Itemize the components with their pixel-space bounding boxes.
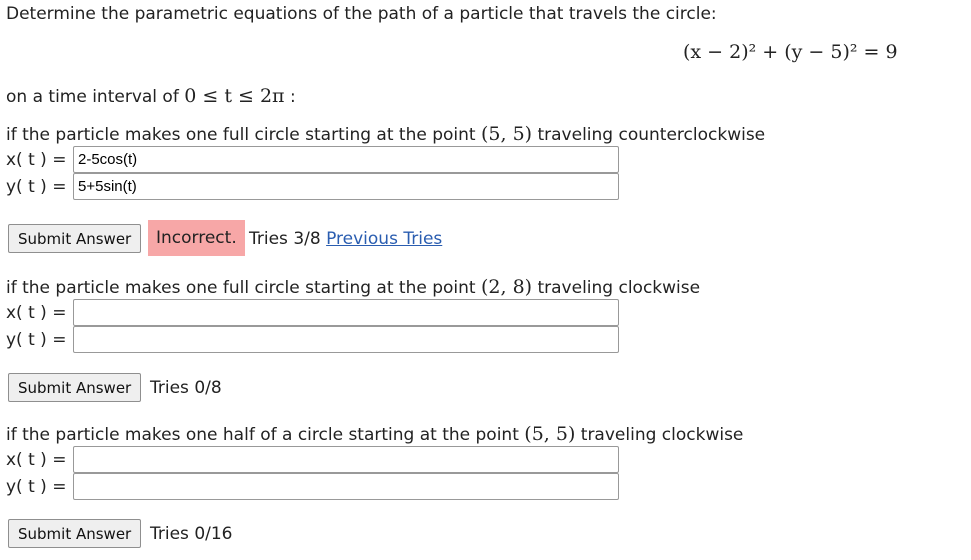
time-interval [6, 85, 296, 107]
part-2-prompt-suffix: traveling clockwise [537, 278, 701, 298]
circle-equation: (x − 2)² + (y − 5)² = 9 [683, 41, 898, 63]
part-3-prompt [6, 423, 743, 445]
part-2-prompt-prefix: if the particle makes one full circle starting at the point [6, 278, 476, 298]
part-2-tries: Tries 0/8 [150, 378, 222, 398]
part-3-x-label: x( t ) = [6, 450, 67, 470]
part-1-prompt-prefix: if the particle makes one full circle starting at the point [6, 125, 476, 145]
part-1-point: (5, 5) [480, 123, 533, 145]
part-1-y-label: y( t ) = [6, 177, 67, 197]
part-2-prompt [6, 276, 700, 298]
part-3-prompt-suffix: traveling clockwise [580, 425, 744, 445]
interval-prefix: on a time interval of [6, 87, 179, 107]
part-1-x-input[interactable] [73, 146, 619, 173]
part-3-x-input[interactable] [73, 446, 619, 473]
part-3-submit-button[interactable]: Submit Answer [8, 519, 141, 548]
part-2-point: (2, 8) [480, 276, 533, 298]
part-3-tries: Tries 0/16 [150, 524, 233, 544]
part-2-submit-button[interactable]: Submit Answer [8, 373, 141, 402]
part-3-y-label: y( t ) = [6, 477, 67, 497]
part-2-y-input[interactable] [73, 326, 619, 353]
question-intro: Determine the parametric equations of the path of a particle that travels the circle: [6, 4, 717, 24]
part-1-previous-tries-link[interactable]: Previous Tries [326, 229, 443, 249]
part-3-y-input[interactable] [73, 473, 619, 500]
part-1-prompt-suffix: traveling counterclockwise [537, 125, 766, 145]
part-1-y-input[interactable] [73, 173, 619, 200]
interval-math: 0 ≤ t ≤ 2π [184, 85, 285, 107]
interval-suffix: : [289, 87, 296, 107]
part-1-x-label: x( t ) = [6, 150, 67, 170]
part-3-prompt-prefix: if the particle makes one half of a circle starting at the point [6, 425, 519, 445]
part-2-x-input[interactable] [73, 299, 619, 326]
part-3-point: (5, 5) [524, 423, 576, 445]
part-1-tries-count: Tries 3/8 [249, 229, 321, 249]
part-1-feedback-badge: Incorrect. [148, 220, 245, 256]
part-1-prompt [6, 123, 765, 145]
part-1-tries [249, 229, 442, 249]
part-1-submit-button[interactable]: Submit Answer [8, 224, 141, 253]
part-2-y-label: y( t ) = [6, 330, 67, 350]
part-2-x-label: x( t ) = [6, 303, 67, 323]
